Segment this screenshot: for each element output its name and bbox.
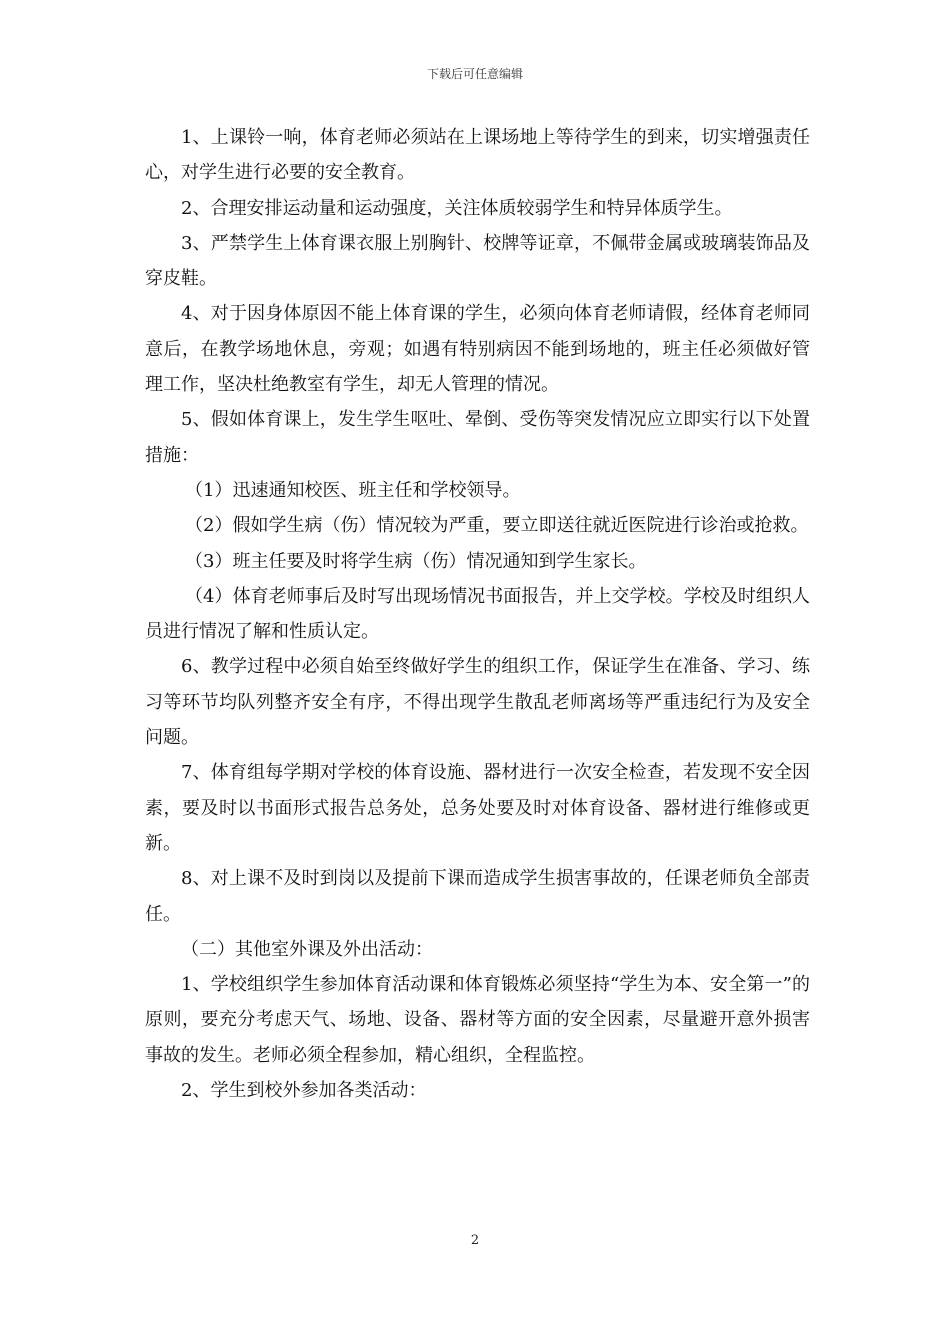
paragraph-rule-3: 3、严禁学生上体育课衣服上别胸针、校牌等证章，不佩带金属或玻璃装饰品及穿皮鞋。 (145, 232, 810, 290)
paragraph-outdoor-2: 2、学生到校外参加各类活动： (181, 1080, 427, 1102)
paragraph-rule-7: 7、体育组每学期对学校的体育设施、器材进行一次安全检查，若发现不安全因素，要及时以书面形式报告总务处，总务处要及时对体育设备、器材进行维修或更新。 (145, 762, 810, 854)
paragraph-measure-4: （4）体育老师事后及时写出现场情况书面报告，并上交学校。学校及时组织人员进行情况了解和性质认定。 (145, 585, 810, 643)
paragraph-rule-6: 6、教学过程中必须自始至终做好学生的组织工作，保证学生在准备、学习、练习等环节均队列整齐安全有序，不得出现学生散乱老师离场等严重违纪行为及安全问题。 (145, 656, 810, 749)
paragraph-measure-2: （2）假如学生病（伤）情况较为严重，要立即送往就近医院进行诊治或抢救。 (185, 515, 809, 537)
paragraph-measure-3: （3）班主任要及时将学生病（伤）情况通知到学生家长。 (185, 550, 647, 572)
section-heading-outdoor: （二）其他室外课及外出活动： (181, 938, 433, 960)
paragraph-measure-1: （1）迅速通知校医、班主任和学校领导。 (185, 479, 521, 501)
paragraph-outdoor-1: 1、学校组织学生参加体育活动课和体育锻炼必须坚持“学生为本、安全第一”的原则，要充分考虑天气、场地、设备、器材等方面的安全因素，尽量避开意外损害事故的发生。老师必须全程参加，精心组织，全程监控。 (145, 974, 810, 1066)
page-header: 下载后可任意编辑 (426, 67, 523, 81)
paragraph-rule-4: 4、对于因身体原因不能上体育课的学生，必须向体育老师请假，经体育老师同意后，在教学场地休息，旁观；如遇有特别病因不能到场地的，班主任必须做好管理工作，坚决杜绝教室有学生，却无人管理的情况。 (145, 303, 810, 396)
page-number: 2 (470, 1233, 480, 1248)
paragraph-rule-2: 2、合理安排运动量和运动强度，关注体质较弱学生和特异体质学生。 (181, 197, 733, 219)
document-body (145, 120, 810, 1108)
paragraph-rule-8: 8、对上课不及时到岗以及提前下课而造成学生损害事故的，任课老师负全部责任。 (145, 868, 810, 925)
paragraph-rule-1: 1、上课铃一响，体育老师必须站在上课场地上等待学生的到来，切实增强责任心，对学生进行必要的安全教育。 (145, 127, 810, 184)
paragraph-rule-5: 5、假如体育课上，发生学生呕吐、晕倒、受伤等突发情况应立即实行以下处置措施： (145, 409, 810, 466)
